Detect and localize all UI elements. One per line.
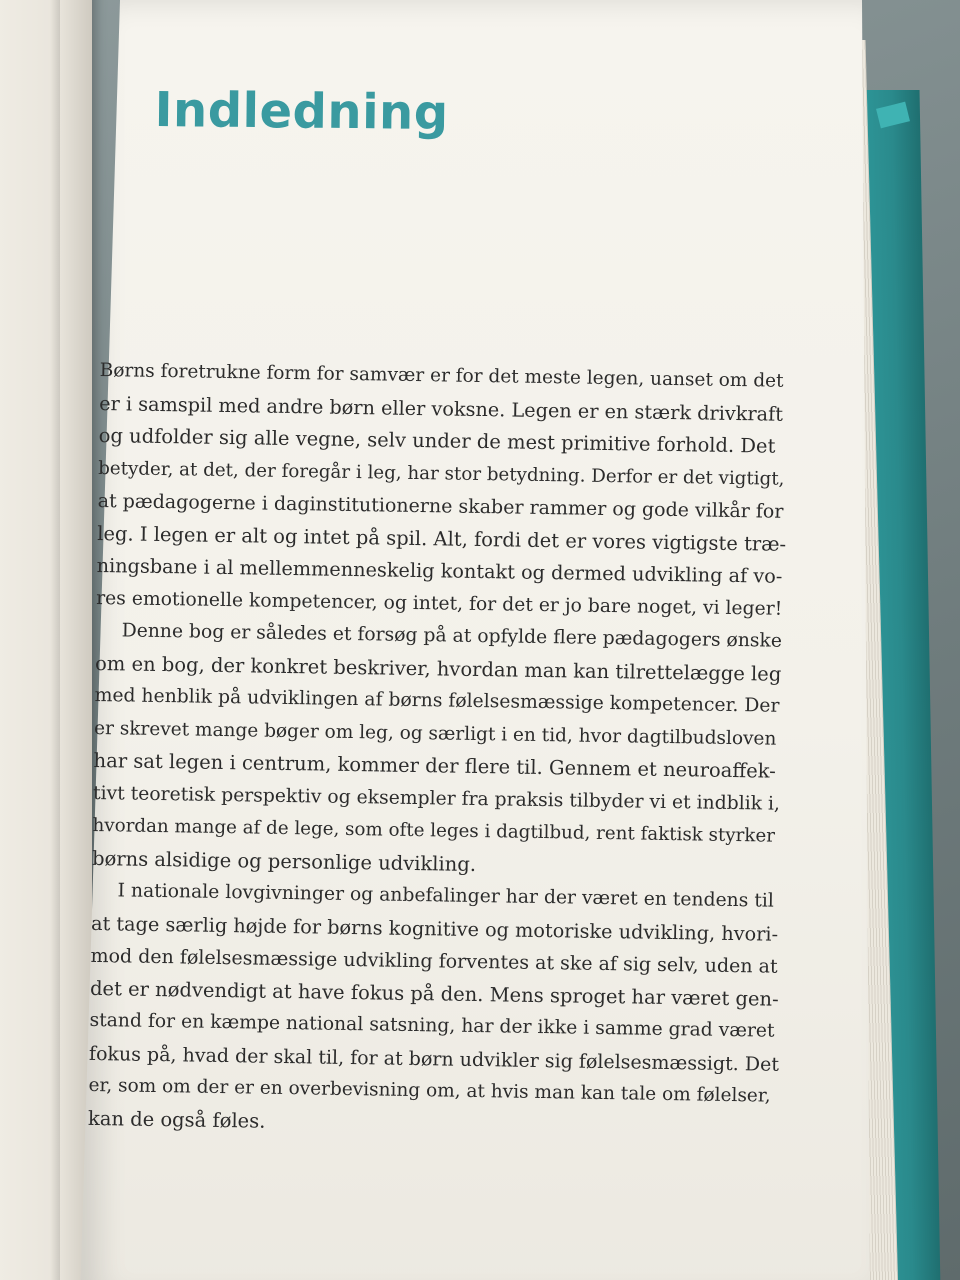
text-line: at pædagogerne i daginstitutionerne skaber rammer og gode vilkår for: [97, 489, 784, 523]
text-line: kan de også føles.: [87, 1106, 266, 1133]
text-line: børns alsidige og personlige udvikling.: [91, 846, 477, 876]
text-line: Denne bog er således et forsøg på at opfylde flere pædagogers ønske: [121, 620, 783, 652]
text-line: leg. I legen er alt og intet på spil. Alt, fordi det er vores vigtigste træ-: [97, 521, 787, 556]
text-line: at tage særlig højde for børns kognitive og motoriske udvikling, hvori-: [90, 911, 779, 946]
text-line: betyder, at det, der foregår i leg, har stor betydning. Derfor er det vigtigt,: [98, 457, 785, 490]
text-line: er, som om der er en overbevisning om, at hvis man kan tale om følelser,: [88, 1074, 771, 1107]
text-line: ningsbane i al mellemmenneskelig kontakt og dermed udvikling af vo-: [96, 553, 783, 588]
text-line: er skrevet mange bøger om leg, og særligt i en tid, hvor dagtilbudsloven: [93, 717, 777, 750]
chapter-heading: Indledning: [154, 82, 449, 142]
text-line: tivt teoretisk perspektiv og eksempler fra praksis tilbyder vi et indblik i,: [92, 782, 781, 815]
text-line: fokus på, hvad der skal til, for at børn udvikler sig følelsesmæssigt. Det: [88, 1042, 780, 1076]
spine-shadow: [50, 0, 60, 1280]
left-page: [0, 0, 92, 1280]
text-line: stand for en kæmpe national satsning, har der ikke i samme grad været: [89, 1009, 775, 1042]
text-line: det er nødvendigt at have fokus på den. Mens sproget har været gen-: [89, 976, 779, 1011]
body-text: [88, 355, 790, 1146]
text-line: om en bog, der konkret beskriver, hvordan man kan tilrettelægge leg: [94, 651, 782, 686]
text-line: har sat legen i centrum, kommer der flere til. Gennem et neuroaffek-: [93, 748, 777, 783]
text-line: er i samspil med andre børn eller voksne. Legen er en stærk drivkraft: [99, 391, 784, 426]
text-line: I nationale lovgivninger og anbefalinger har der været en tendens til: [117, 880, 774, 912]
text-line: mod den følelsesmæssige udvikling forventes at ske af sig selv, uden at: [90, 944, 778, 978]
text-line: Børns foretrukne form for samvær er for det meste legen, uanset om det: [99, 359, 784, 392]
text-line: hvordan mange af de lege, som ofte leges i dagtilbud, rent faktisk styrker: [92, 814, 776, 847]
text-line: og udfolder sig alle vegne, selv under de mest primitive forhold. Det: [98, 423, 776, 458]
text-line: res emotionelle kompetencer, og intet, for det er jo bare noget, vi leger!: [96, 587, 783, 620]
text-line: med henblik på udviklingen af børns følelsesmæssige kompetencer. Der: [94, 684, 780, 717]
